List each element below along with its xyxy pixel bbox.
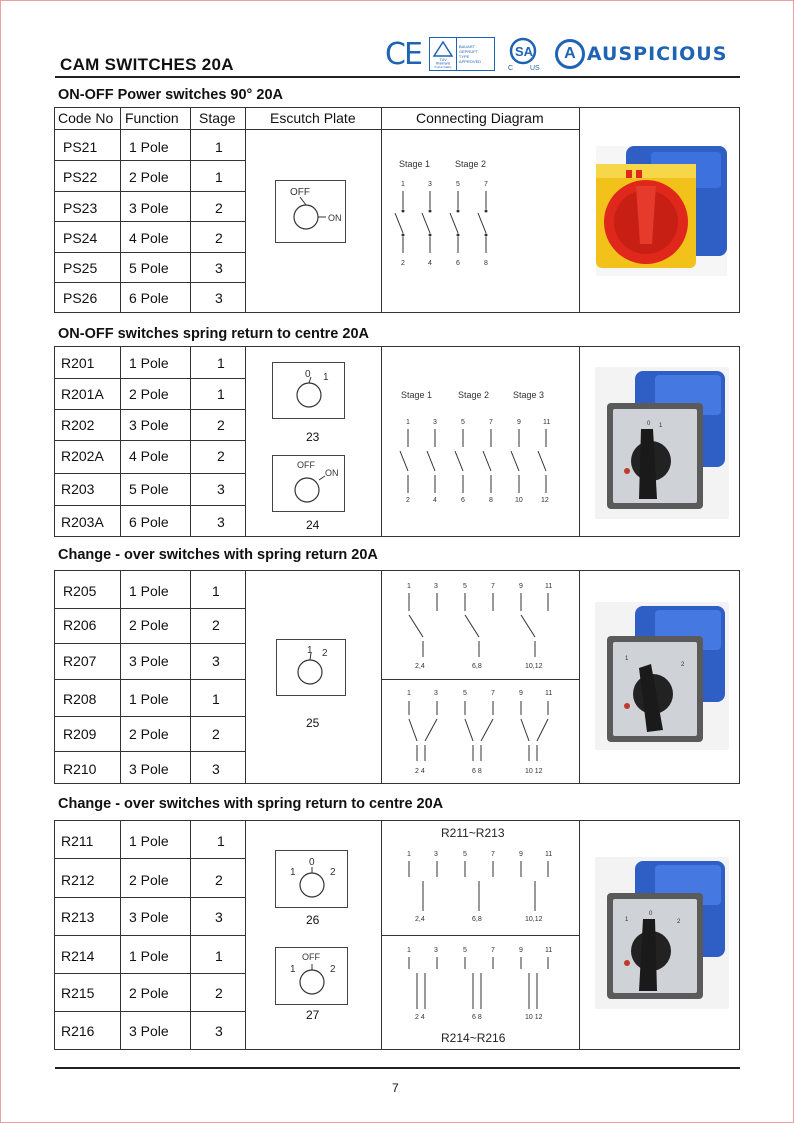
diagram-stage-label: Stage 2 [455,159,487,169]
plate-2: 2 [330,867,336,878]
term-top: 7 [491,690,495,697]
tuv-sub-2: Rheinland [435,61,451,66]
tuv-sub-3: Product Safety [434,66,452,69]
s4-code: R215 [61,985,95,1001]
term-bottom: 8 [484,260,488,267]
photo-mark-0: 0 [649,911,653,917]
s1-func: 4 Pole [129,230,169,246]
s1-func: 1 Pole [129,139,169,155]
s3-func: 3 Pole [129,761,169,777]
term-top: 9 [519,947,523,954]
section1-table [54,107,740,313]
plate-1: 1 [307,645,313,656]
plate-number: 25 [306,716,320,730]
term-top: 7 [484,181,488,188]
term-bottom: 2 4 [415,768,425,775]
s4-func: 1 Pole [129,948,169,964]
connecting-diagram-s2 [381,347,579,537]
footer-divider [55,1067,740,1069]
s1-func: 3 Pole [129,200,169,216]
s3-func: 2 Pole [129,617,169,633]
term-top: 7 [491,947,495,954]
plate-2: 2 [330,964,336,975]
diagram-range-label: R211~R213 [441,826,505,840]
term-top: 9 [519,851,523,858]
connecting-diagram-s3-top [381,571,579,679]
s1-code: PS24 [63,230,98,246]
s2-func: 4 Pole [129,448,169,464]
connecting-diagram-s3-bottom [381,679,579,785]
term-bottom: 2 [401,260,405,267]
s3-func: 2 Pole [129,726,169,742]
term-top: 11 [543,419,551,426]
plate-on: ON [325,468,339,478]
switch-photo-red-yellow [596,146,727,276]
s4-code: R216 [61,1023,95,1039]
connecting-diagram-s4-top [381,821,579,935]
plate-1: 1 [323,372,329,383]
s3-stage: 3 [212,653,220,669]
s4-stage: 3 [215,1023,223,1039]
term-bottom: 10,12 [525,663,543,670]
s2-stage: 1 [217,386,225,402]
term-bottom: 2,4 [415,916,425,923]
s1-code: PS21 [63,139,98,155]
s4-stage: 3 [215,909,223,925]
photo-mark-1: 1 [659,423,663,429]
s2-code: R201A [61,386,104,402]
s3-stage: 1 [212,583,220,599]
escutcheon-plate-26 [275,850,348,908]
brand-logo [555,39,728,69]
term-top: 11 [545,583,553,590]
s4-func: 2 Pole [129,872,169,888]
diagram-stage-label: Stage 1 [401,390,433,400]
s2-func: 6 Pole [129,514,169,530]
term-top: 9 [519,690,523,697]
term-top: 7 [489,419,493,426]
brand-logo-icon: A [555,39,585,69]
tuv-line-2: GEPRUFT [458,49,479,54]
term-top: 3 [434,583,438,590]
photo-mark-2: 2 [681,662,685,668]
tuv-line-1: BAUART [458,44,476,49]
plate-1: 1 [290,867,296,878]
term-top: 5 [463,851,467,858]
s4-stage: 2 [215,985,223,1001]
term-top: 1 [407,947,411,954]
s3-stage: 3 [212,761,220,777]
s2-func: 1 Pole [129,355,169,371]
diagram-stage-label: Stage 3 [513,390,545,400]
s1-stage: 3 [215,290,223,306]
term-bottom: 6 8 [472,768,482,775]
plate-0: 0 [309,857,315,868]
section4-table [54,820,740,1050]
plate-off: OFF [302,952,320,962]
connecting-diagram-s1 [381,129,579,313]
plate-on-label: ON [328,213,342,223]
s1-func: 6 Pole [129,290,169,306]
s2-code: R203A [61,514,104,530]
csa-c: C [507,65,513,72]
header-connecting-diagram: Connecting Diagram [416,110,544,126]
csa-us: US [529,65,540,72]
s2-code: R201 [61,355,95,371]
s3-func: 1 Pole [129,583,169,599]
tuv-mark [429,37,495,71]
s2-code: R202 [61,417,95,433]
tuv-line-4: APPROVED [458,59,482,64]
photo-mark-1: 1 [625,656,629,662]
term-top: 1 [407,690,411,697]
term-top: 3 [434,947,438,954]
s2-stage: 2 [217,417,225,433]
escutcheon-plate-25 [276,639,346,696]
photo-mark-1: 1 [625,917,629,923]
s1-stage: 1 [215,169,223,185]
tuv-triangle-icon [431,39,455,69]
term-bottom: 6 [461,497,465,504]
term-top: 3 [434,690,438,697]
s2-code: R202A [61,448,104,464]
term-top: 3 [433,419,437,426]
s2-stage: 3 [217,514,225,530]
s4-stage: 1 [215,948,223,964]
s1-stage: 3 [215,260,223,276]
term-top: 11 [545,947,553,954]
s3-stage: 1 [212,691,220,707]
section3-table [54,570,740,784]
s2-stage: 2 [217,448,225,464]
plate-number: 27 [306,1008,320,1022]
header-logos [385,36,727,72]
escutcheon-plate-27 [275,947,348,1005]
s1-func: 2 Pole [129,169,169,185]
s3-code: R207 [63,653,97,669]
s3-code: R210 [63,761,97,777]
s3-code: R205 [63,583,97,599]
plate-number: 23 [306,430,320,444]
term-bottom: 6,8 [472,916,482,923]
term-top: 5 [463,690,467,697]
header-code-no: Code No [58,110,114,126]
diagram-range-label: R214~R216 [441,1031,506,1045]
term-bottom: 10 [515,497,523,504]
s1-code: PS25 [63,260,98,276]
section2-title: ON-OFF switches spring return to centre 20A [58,326,369,342]
section2-table [54,346,740,537]
plate-number: 26 [306,913,320,927]
switch-photo-changeover [595,602,729,750]
section3-title: Change - over switches with spring return 20A [58,547,378,563]
s1-func: 5 Pole [129,260,169,276]
switch-photo-on-off [595,367,729,519]
s4-func: 1 Pole [129,833,169,849]
s4-code: R211 [61,833,94,849]
escutcheon-plate-23 [272,362,345,419]
term-top: 3 [434,851,438,858]
diagram-stage-label: Stage 1 [399,159,431,169]
plate-number: 24 [306,518,320,532]
s4-func: 2 Pole [129,985,169,1001]
photo-mark-0: 0 [647,421,651,427]
term-top: 9 [517,419,521,426]
connecting-diagram-s4-bottom [381,935,579,1051]
switch-photo-centre-return [595,857,729,1009]
s3-func: 1 Pole [129,691,169,707]
ce-mark-icon: CE [385,36,421,72]
s4-stage: 1 [217,833,225,849]
s2-func: 2 Pole [129,386,169,402]
diagram-stage-label: Stage 2 [458,390,490,400]
header-function: Function [125,110,179,126]
header-escutch-plate: Escutch Plate [270,110,356,126]
s1-code: PS23 [63,200,98,216]
s2-code: R203 [61,481,95,497]
plate-2: 2 [322,648,328,659]
term-bottom: 2,4 [415,663,425,670]
s1-stage: 1 [215,139,223,155]
page-title: CAM SWITCHES 20A [60,55,234,74]
s4-code: R214 [61,948,95,964]
section4-title: Change - over switches with spring return to centre 20A [58,796,444,812]
s1-code: PS26 [63,290,98,306]
term-top: 1 [406,419,410,426]
term-bottom: 6 [456,260,460,267]
term-bottom: 6,8 [472,663,482,670]
header-divider [55,76,740,78]
s2-func: 3 Pole [129,417,169,433]
s3-stage: 2 [212,617,220,633]
page-number: 7 [392,1081,399,1095]
plate-off-label: OFF [290,187,310,198]
s1-stage: 2 [215,230,223,246]
term-top: 5 [456,181,460,188]
term-top: 7 [491,583,495,590]
term-bottom: 12 [541,497,549,504]
term-top: 11 [545,690,553,697]
s3-code: R209 [63,726,97,742]
term-top: 1 [407,851,411,858]
s3-code: R208 [63,691,97,707]
s3-func: 3 Pole [129,653,169,669]
term-top: 9 [519,583,523,590]
photo-mark-2: 2 [677,919,681,925]
term-bottom: 4 [433,497,437,504]
s4-code: R213 [61,909,95,925]
s4-func: 3 Pole [129,1023,169,1039]
csa-text: SA [514,44,533,59]
tuv-sub-1: TÜV [439,58,447,62]
s4-stage: 2 [215,872,223,888]
term-bottom: 2 [406,497,410,504]
term-bottom: 6 8 [472,1014,482,1021]
s1-stage: 2 [215,200,223,216]
term-top: 11 [545,851,553,858]
tuv-line-3: TYPE [458,54,470,59]
term-bottom: 4 [428,260,432,267]
term-bottom: 10 12 [525,768,543,775]
plate-0: 0 [305,369,311,380]
s2-stage: 1 [217,355,225,371]
term-bottom: 10,12 [525,916,543,923]
plate-1: 1 [290,964,296,975]
s2-stage: 3 [217,481,225,497]
term-bottom: 8 [489,497,493,504]
term-bottom: 10 12 [525,1014,543,1021]
term-bottom: 2 4 [415,1014,425,1021]
term-top: 1 [401,181,405,188]
escutcheon-plate-off-on [275,180,346,243]
plate-off: OFF [297,460,315,470]
term-top: 3 [428,181,432,188]
section1-title: ON-OFF Power switches 90° 20A [58,87,283,103]
term-top: 5 [461,419,465,426]
s3-stage: 2 [212,726,220,742]
term-top: 5 [463,583,467,590]
csa-mark [503,36,543,72]
s3-code: R206 [63,617,97,633]
escutcheon-plate-24 [272,455,345,512]
header-stage: Stage [199,110,236,126]
term-top: 7 [491,851,495,858]
term-top: 5 [463,947,467,954]
term-top: 1 [407,583,411,590]
s4-func: 3 Pole [129,909,169,925]
s1-code: PS22 [63,169,98,185]
s2-func: 5 Pole [129,481,169,497]
brand-name: AUSPICIOUS [586,43,728,65]
s4-code: R212 [61,872,95,888]
